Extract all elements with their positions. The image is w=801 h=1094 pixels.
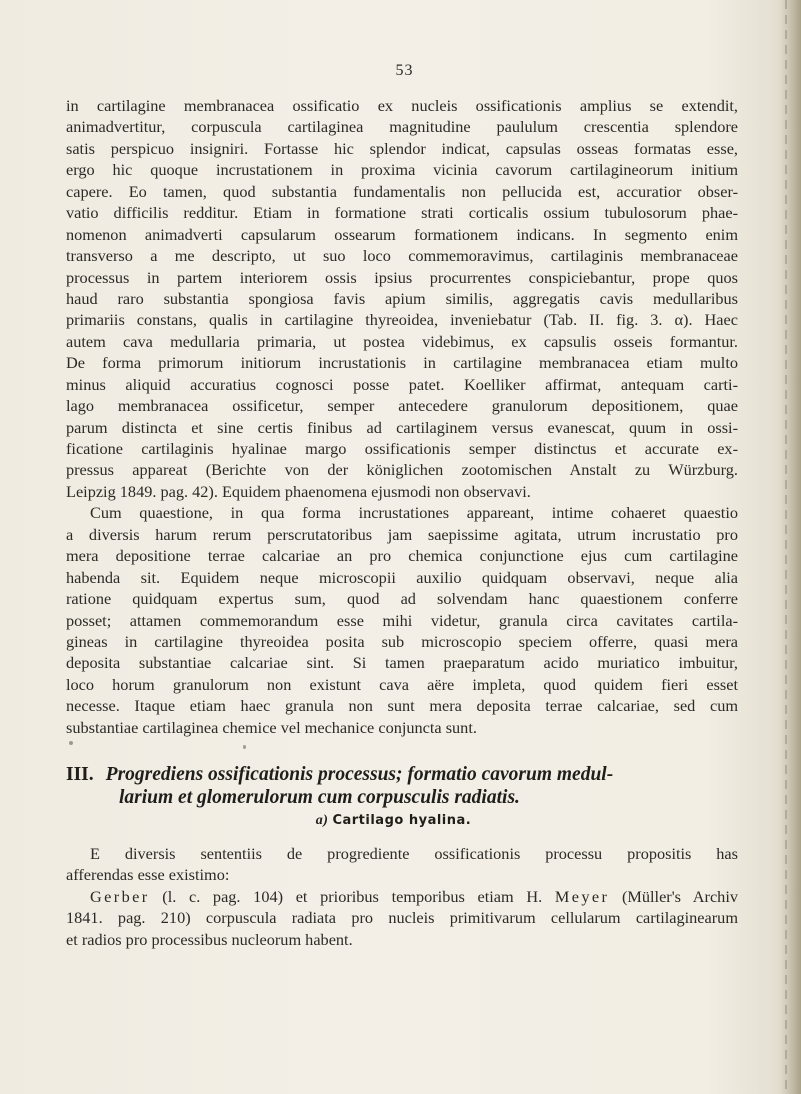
section-heading-line-1 bbox=[66, 763, 746, 786]
text-line: autem cava medullaria primaria, ut postea videbimus, ex capsulis osseis formantur. bbox=[66, 331, 738, 351]
text-line: substantiae cartilaginea chemice vel mechanice conjuncta sunt. bbox=[66, 717, 477, 737]
text-line: minus aliquid accuratius cognosci posse patet. Koelliker affirmat, antequam carti- bbox=[66, 374, 738, 394]
section-title-part-2: larium et glomerulorum cum corpusculis radiatis. bbox=[119, 787, 520, 808]
subsection-letter: a) bbox=[315, 813, 329, 828]
section-body-text bbox=[66, 843, 738, 950]
text-line: Gerber (l. c. pag. 104) et prioribus temporibus etiam H. Meyer (Müller's Archiv bbox=[90, 886, 738, 906]
print-speck bbox=[69, 741, 73, 745]
text-line: deposita substantiae calcariae sint. Si tamen praeparatum acido muriatico imbuitur, bbox=[66, 653, 738, 673]
text-line: pressus appareat (Berichte von der königlichen zootomischen Anstalt zu Würzburg. bbox=[66, 460, 738, 480]
page-number: 53 bbox=[395, 62, 414, 79]
text-line: Cum quaestione, in qua forma incrustationes appareant, intime cohaeret quaestio bbox=[90, 503, 738, 523]
text-line: animadvertitur, corpuscula cartilaginea magnitudine paululum crescentia splendore bbox=[66, 117, 738, 137]
text-line: capere. Eo tamen, quod substantia fundamentalis non pellucida est, accuratior obser- bbox=[66, 181, 738, 201]
subsection-title: Cartilago hyalina. bbox=[332, 813, 472, 828]
text-line: gineas in cartilagine thyreoidea posita sub microscopio speciem offerre, quasi mera bbox=[66, 631, 738, 651]
author-name-meyer: Meyer bbox=[554, 886, 610, 906]
text-line: ergo hic quoque incrustationem in proxima vicinia cavorum cartilagineorum initium bbox=[66, 160, 738, 180]
text-line: in cartilagine membranacea ossificatio ex nucleis ossificationis amplius se extendit, bbox=[66, 96, 738, 115]
text-line: parum distincta et sine certis finibus ad cartilaginem versus evanescat, quum in ossi- bbox=[66, 417, 738, 437]
text-line: vatio difficilis redditur. Etiam in formatione strati corticalis ossium tubulosorum phae- bbox=[66, 203, 738, 223]
text-line: E diversis sententiis de progrediente ossificationis processu propositis has bbox=[90, 844, 738, 863]
text-line: necesse. Itaque etiam haec granula non sunt mera deposita terrae calcariae, sed cum bbox=[66, 696, 738, 716]
text-line: et radios pro processibus nucleorum habent. bbox=[66, 929, 353, 949]
text-line: De forma primorum initiorum incrustationis in cartilagine membranacea etiam multo bbox=[66, 353, 738, 373]
text-line: transverso a me descripto, ut suo loco commemoravimus, cartilaginis membranaceae bbox=[66, 246, 738, 266]
text-line: 1841. pag. 210) corpuscula radiata pro nucleis primitivarum cellularum cartilaginearum bbox=[66, 908, 738, 928]
text-line: Leipzig 1849. pag. 42). Equidem phaenomena ejusmodi non observavi. bbox=[66, 481, 531, 501]
text-line: habenda sit. Equidem neque microscopii auxilio quidquam observavi, neque alia bbox=[66, 567, 738, 587]
text-line: nomenon animadverti capsularum ossearum formationem indicans. In segmento enim bbox=[66, 224, 738, 244]
text-line: processus in partem interiorem ossis ipsius procurrentes conspiciebantur, prope quos bbox=[66, 267, 738, 287]
text-line: afferendas esse existimo: bbox=[66, 865, 230, 885]
text-line: lago membranacea ossificetur, semper antecedere granulorum depositionem, quae bbox=[66, 396, 738, 416]
body-text bbox=[66, 95, 738, 738]
text-line: mera depositione terrae calcariae an pro chemica conjunctione ejus cum cartilagine bbox=[66, 546, 738, 566]
print-speck bbox=[243, 745, 246, 749]
text-line: haud raro substantia spongiosa favis apium similis, aggregatis cavis medullaribus bbox=[66, 288, 738, 308]
text-line: satis perspicuo insigniri. Fortasse hic splendor indicat, capsulas osseas formatas esse, bbox=[66, 138, 738, 158]
book-spine bbox=[779, 0, 801, 1094]
section-number: III. bbox=[66, 764, 94, 785]
text-line: ficatione cartilaginis hyalinae margo ossificationis semper distinctus et accurate ex- bbox=[66, 439, 738, 458]
section-title-part-1: Progrediens ossificationis processus; formatio cavorum medul- bbox=[105, 764, 614, 785]
section-heading bbox=[66, 763, 746, 809]
author-name-gerber: Gerber bbox=[90, 886, 150, 906]
text-line: posset; attamen commemorandum esse mihi videtur, granula circa cavitates cartila- bbox=[66, 610, 738, 630]
subsection-heading bbox=[0, 813, 801, 829]
text-line: loco horum granulorum non existunt cava aëre impleta, quod quidem fieri esset bbox=[66, 674, 738, 694]
text-line: ratione quidquam expertus sum, quod ad solvendam hanc quaestionem conferre bbox=[66, 589, 738, 609]
text-line: primariis constans, qualis in cartilagine thyreoidea, inveniebatur (Tab. II. fig. 3. α). Haec bbox=[66, 310, 738, 330]
text-line: a diversis harum rerum perscrutatoribus jam saepissime agitata, utrum incrustatio pro bbox=[66, 524, 738, 544]
